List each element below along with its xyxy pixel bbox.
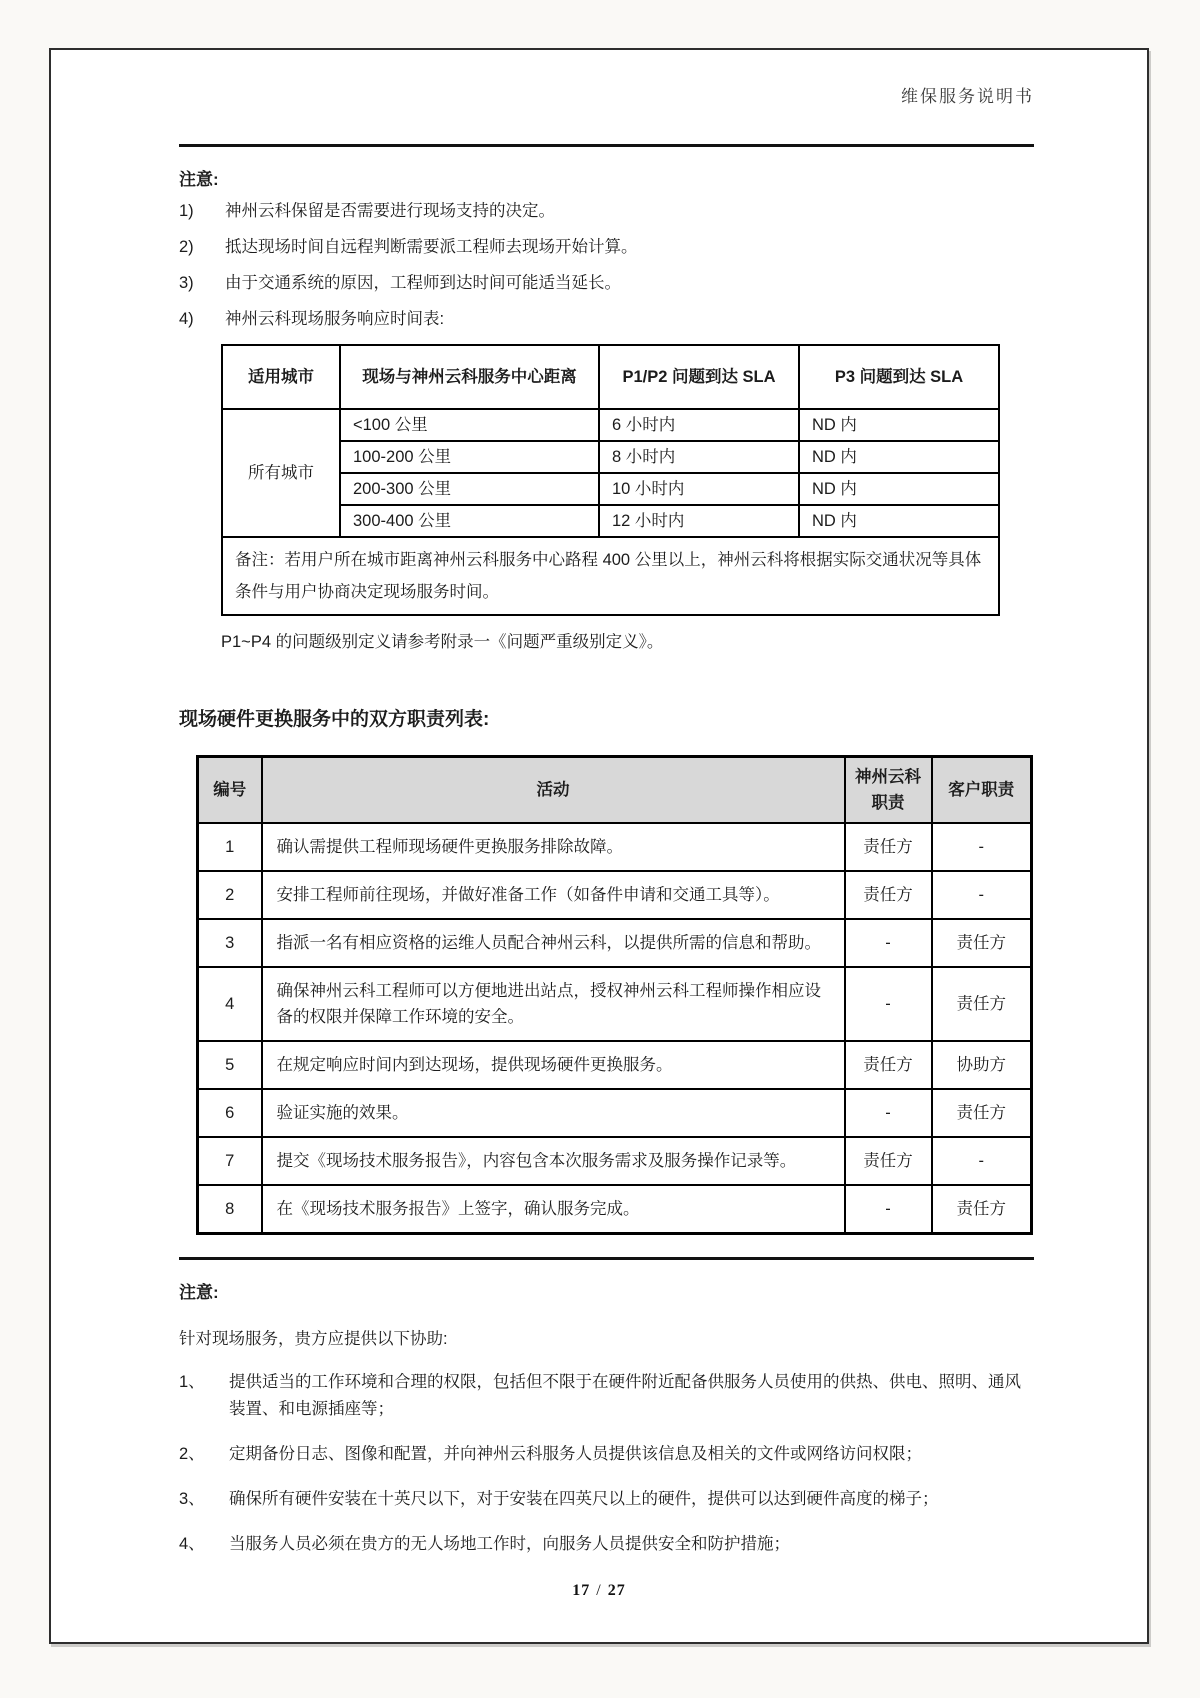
list-item xyxy=(179,272,1034,294)
notice-top-label: 注意: xyxy=(179,170,219,189)
list-item-number: 4、 xyxy=(179,1535,205,1553)
list-item-number: 1) xyxy=(179,202,194,220)
table-remark-cell: 备注：若用户所在城市距离神州云科服务中心路程 400 公里以上，神州云科将根据实际交通状况等具体条件与用户协商决定现场服务时间。 xyxy=(222,537,999,615)
vendor-role-cell: 责任方 xyxy=(845,1041,932,1089)
vendor-role-cell: - xyxy=(845,919,932,967)
list-item-text: 由于交通系统的原因，工程师到达时间可能适当延长。 xyxy=(225,274,621,292)
section-divider xyxy=(179,1257,1034,1260)
table-header-row xyxy=(222,345,999,409)
table-header-row xyxy=(198,757,1032,824)
distance-cell: 200-300 公里 xyxy=(340,473,599,505)
list-item-number: 3、 xyxy=(179,1490,205,1508)
document-page xyxy=(49,48,1149,1644)
page-number-separator: / xyxy=(596,1582,602,1599)
notice-bottom-label: 注意: xyxy=(179,1283,219,1302)
distance-cell: 100-200 公里 xyxy=(340,441,599,473)
column-header: 编号 xyxy=(198,757,262,824)
responsibility-section-title: 现场硬件更换服务中的双方职责列表: xyxy=(179,709,490,730)
row-number-cell: 6 xyxy=(198,1089,262,1137)
list-item-number: 1、 xyxy=(179,1373,205,1391)
table-row xyxy=(198,1185,1032,1234)
customer-role-cell: 责任方 xyxy=(932,919,1032,967)
vendor-role-cell: - xyxy=(845,1089,932,1137)
p1p2-sla-cell: 8 小时内 xyxy=(599,441,799,473)
list-item-text: 神州云科保留是否需要进行现场支持的决定。 xyxy=(225,202,555,220)
list-item-text: 提供适当的工作环境和合理的权限，包括但不限于在硬件附近配备供服务人员使用的供热、供电、照明、通风装置、和电源插座等； xyxy=(229,1373,1021,1418)
table-row xyxy=(222,409,999,441)
customer-role-cell: 责任方 xyxy=(932,1089,1032,1137)
list-item xyxy=(179,1531,1034,1558)
list-item-text: 定期备份日志、图像和配置，并向神州云科服务人员提供该信息及相关的文件或网络访问权限； xyxy=(229,1445,922,1463)
list-item-number: 2、 xyxy=(179,1445,205,1463)
activity-cell: 验证实施的效果。 xyxy=(262,1089,845,1137)
table-row xyxy=(198,1089,1032,1137)
page-number-total: 27 xyxy=(607,1582,626,1599)
list-item-number: 3) xyxy=(179,274,194,292)
column-header: P1/P2 问题到达 SLA xyxy=(599,345,799,409)
list-item xyxy=(179,200,1034,222)
column-header: 适用城市 xyxy=(222,345,340,409)
list-item-text: 抵达现场时间自远程判断需要派工程师去现场开始计算。 xyxy=(225,238,638,256)
activity-cell: 在规定响应时间内到达现场，提供现场硬件更换服务。 xyxy=(262,1041,845,1089)
row-number-cell: 7 xyxy=(198,1137,262,1185)
p3-sla-cell: ND 内 xyxy=(799,505,999,537)
customer-role-cell: 责任方 xyxy=(932,967,1032,1041)
vendor-role-cell: - xyxy=(845,967,932,1041)
customer-role-cell: - xyxy=(932,823,1032,871)
list-item-text: 确保所有硬件安装在十英尺以下，对于安装在四英尺以上的硬件，提供可以达到硬件高度的梯子； xyxy=(229,1490,939,1508)
table-row xyxy=(198,919,1032,967)
list-item-number: 4) xyxy=(179,310,194,328)
row-number-cell: 3 xyxy=(198,919,262,967)
page-number xyxy=(51,1582,1147,1600)
customer-role-cell: 责任方 xyxy=(932,1185,1032,1234)
p1p2-sla-cell: 6 小时内 xyxy=(599,409,799,441)
table-row xyxy=(198,871,1032,919)
table-row xyxy=(198,967,1032,1041)
table-remark-row xyxy=(222,537,999,615)
customer-role-cell: - xyxy=(932,871,1032,919)
document-header-title: 维保服务说明书 xyxy=(901,87,1034,106)
column-header: 神州云科职责 xyxy=(845,757,932,824)
notice-bottom-list xyxy=(179,1369,1034,1558)
p3-sla-cell: ND 内 xyxy=(799,473,999,505)
p1p2-sla-cell: 10 小时内 xyxy=(599,473,799,505)
list-item xyxy=(179,236,1034,258)
list-item-text: 神州云科现场服务响应时间表: xyxy=(225,310,445,328)
table-row xyxy=(198,1041,1032,1089)
p1p2-sla-cell: 12 小时内 xyxy=(599,505,799,537)
vendor-role-cell: 责任方 xyxy=(845,1137,932,1185)
column-header: 活动 xyxy=(262,757,845,824)
city-group-cell: 所有城市 xyxy=(222,409,340,537)
activity-cell: 安排工程师前往现场，并做好准备工作（如备件申请和交通工具等）。 xyxy=(262,871,845,919)
activity-cell: 确认需提供工程师现场硬件更换服务排除故障。 xyxy=(262,823,845,871)
distance-cell: 300-400 公里 xyxy=(340,505,599,537)
vendor-role-cell: 责任方 xyxy=(845,823,932,871)
p3-sla-cell: ND 内 xyxy=(799,409,999,441)
list-item-number: 2) xyxy=(179,238,194,256)
table-row xyxy=(198,823,1032,871)
column-header: P3 问题到达 SLA xyxy=(799,345,999,409)
activity-cell: 指派一名有相应资格的运维人员配合神州云科，以提供所需的信息和帮助。 xyxy=(262,919,845,967)
activity-cell: 确保神州云科工程师可以方便地进出站点，授权神州云科工程师操作相应设备的权限并保障工作环境的安全。 xyxy=(262,967,845,1041)
list-item xyxy=(179,1441,1034,1468)
vendor-role-cell: 责任方 xyxy=(845,871,932,919)
header-divider xyxy=(179,144,1034,147)
list-item xyxy=(179,308,1034,330)
distance-cell: <100 公里 xyxy=(340,409,599,441)
activity-cell: 在《现场技术服务报告》上签字，确认服务完成。 xyxy=(262,1185,845,1234)
page-number-current: 17 xyxy=(572,1582,591,1599)
row-number-cell: 2 xyxy=(198,871,262,919)
column-header: 现场与神州云科服务中心距离 xyxy=(340,345,599,409)
list-item-text: 当服务人员必须在贵方的无人场地工作时，向服务人员提供安全和防护措施； xyxy=(229,1535,790,1553)
row-number-cell: 8 xyxy=(198,1185,262,1234)
customer-role-cell: - xyxy=(932,1137,1032,1185)
activity-cell: 提交《现场技术服务报告》，内容包含本次服务需求及服务操作记录等。 xyxy=(262,1137,845,1185)
sla-response-table xyxy=(221,344,1000,616)
p3-sla-cell: ND 内 xyxy=(799,441,999,473)
customer-role-cell: 协助方 xyxy=(932,1041,1032,1089)
vendor-role-cell: - xyxy=(845,1185,932,1234)
notice-top-list xyxy=(179,200,1034,330)
column-header: 客户职责 xyxy=(932,757,1032,824)
list-item xyxy=(179,1369,1034,1423)
notice-bottom-intro: 针对现场服务，贵方应提供以下协助: xyxy=(179,1330,448,1348)
row-number-cell: 1 xyxy=(198,823,262,871)
table-row xyxy=(198,1137,1032,1185)
row-number-cell: 5 xyxy=(198,1041,262,1089)
row-number-cell: 4 xyxy=(198,967,262,1041)
responsibility-table xyxy=(196,755,1033,1235)
severity-definition-note: P1~P4 的问题级别定义请参考附录一《问题严重级别定义》。 xyxy=(221,633,664,651)
list-item xyxy=(179,1486,1034,1513)
page-content xyxy=(51,50,1147,1642)
